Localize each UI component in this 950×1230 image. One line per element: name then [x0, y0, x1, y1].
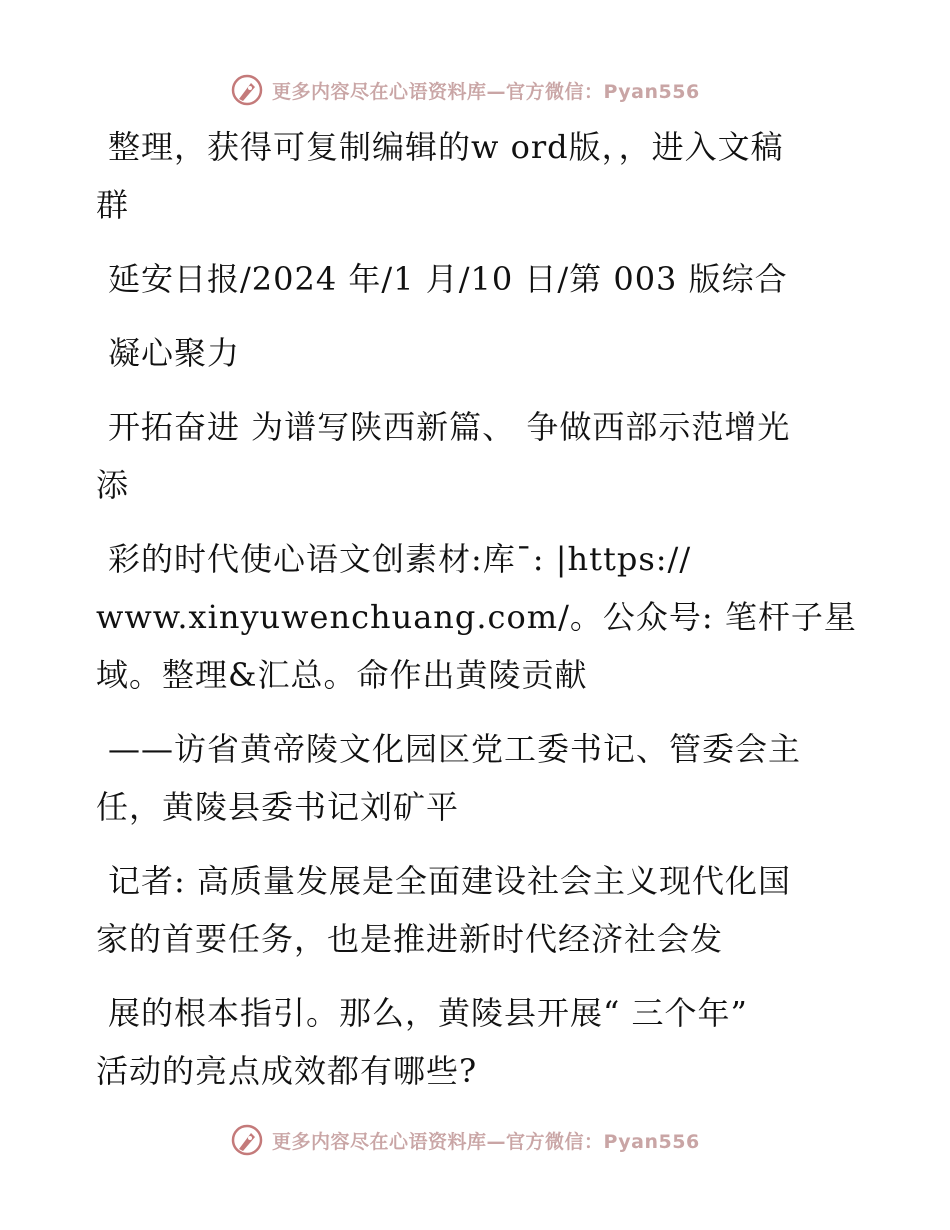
headline-line-2: 开拓奋进 为谱写陕西新篇、 争做西部示范增光: [108, 408, 791, 446]
paragraph-5-line-1: 彩的时代使心语文创素材:库¯: |https://: [108, 540, 692, 578]
source-line: 延安日报/2024 年/1 月/10 日/第 003 版综合: [108, 260, 788, 298]
footer-banner: [230, 1120, 720, 1160]
subtitle-line-2: 任，黄陵县委书记刘矿平: [96, 788, 460, 826]
question-line-1: 记者: 高质量发展是全面建设社会主义现代化国: [108, 862, 791, 900]
paragraph-1-line-1: 整理，获得可复制编辑的w ord版，，进入文稿: [108, 128, 784, 166]
headline-line-1: 凝心聚力: [108, 334, 241, 372]
paragraph-5-line-3: 域。整理&汇总。命作出黄陵贡献: [96, 656, 588, 694]
headline-line-3: 添: [96, 466, 130, 504]
pen-nib-logo-icon: [230, 1123, 264, 1157]
header-banner-text: 更多内容尽在心语资料库—官方微信：Pyan556: [272, 80, 700, 103]
question-line-2: 家的首要任务，也是推进新时代经济社会发: [96, 920, 724, 958]
subtitle-line-1: ——访省黄帝陵文化园区党工委书记、管委会主: [108, 730, 802, 768]
paragraph-1-line-2: 群: [96, 186, 130, 224]
header-banner: [230, 70, 720, 110]
footer-banner-text: 更多内容尽在心语资料库—官方微信：Pyan556: [272, 1130, 700, 1153]
question-line-3: 展的根本指引。那么，黄陵县开展“ 三个年”: [108, 994, 748, 1032]
question-line-4: 活动的亮点成效都有哪些?: [96, 1052, 478, 1090]
paragraph-5-line-2: www.xinyuwenchuang.com/。公众号: 笔杆子星: [96, 598, 857, 636]
pen-nib-logo-icon: [230, 73, 264, 107]
article-body: [96, 118, 866, 1100]
